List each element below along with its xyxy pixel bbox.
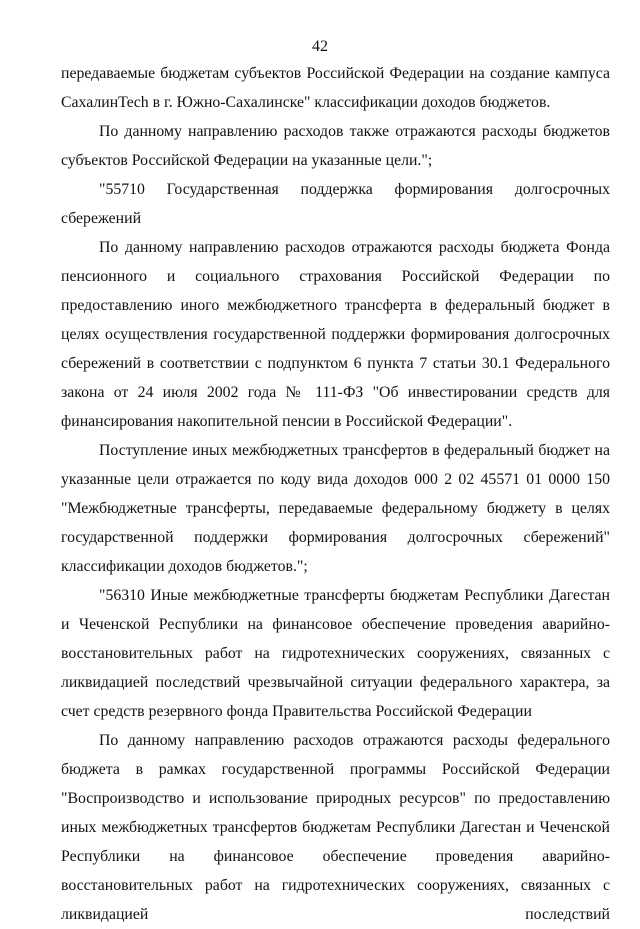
paragraph-heading-56310: "56310 Иные межбюджетные трансферты бюджетам Республики Дагестан и Чеченской Республики на финансовое обеспечение проведения аварийно-восстановительных работ на гидротехнических сооружениях, связанных с ликвидацией последствий чрезвычайной ситуации федерального характера, за счет средств резервного фонда Правительства Российской Федерации xyxy=(61,587,610,720)
paragraph-regional-expenses: По данному направлению расходов также отражаются расходы бюджетов субъектов Российской Федерации на указанные цели."; xyxy=(61,123,610,169)
paragraph-heading-55710: "55710 Государственная поддержка формирования долгосрочных сбережений xyxy=(61,181,610,227)
page-number: 42 xyxy=(312,38,328,55)
paragraph-campus-classification: передаваемые бюджетам субъектов Российской Федерации на создание кампуса СахалинTech в г. Южно-Сахалинске" классификации доходов бюджетов. xyxy=(61,65,610,111)
paragraph-federal-expenses: По данному направлению расходов отражаются расходы федерального бюджета в рамках государственной программы Российской Федерации "Воспроизводство и использование природных ресурсов" по предоставлению иных межбюджетных трансфертов бюджетам Республики Дагестан и Чеченской Республики на финансовое обеспечение проведения аварийно-восстановительных работ на гидротехнических сооружениях, связанных с ликвидацией последствий xyxy=(61,732,610,923)
document-body xyxy=(61,59,610,929)
paragraph-income-code: Поступление иных межбюджетных трансфертов в федеральный бюджет на указанные цели отражается по коду вида доходов 000 2 02 45571 01 0000 150 "Межбюджетные трансферты, передаваемые федеральному бюджету в целях государственной поддержки формирования долгосрочных сбережений" классификации доходов бюджетов."; xyxy=(61,442,610,575)
paragraph-pension-fund-transfer: По данному направлению расходов отражаются расходы бюджета Фонда пенсионного и социального страхования Российской Федерации по предоставлению иного межбюджетного трансферта в федеральный бюджет в целях осуществления государственной поддержки формирования долгосрочных сбережений в соответствии с подпунктом 6 пункта 7 статьи 30.1 Федерального закона от 24 июля 2002 года № 111-ФЗ "Об инвестировании средств для финансирования накопительной пенсии в Российской Федерации". xyxy=(61,239,610,430)
